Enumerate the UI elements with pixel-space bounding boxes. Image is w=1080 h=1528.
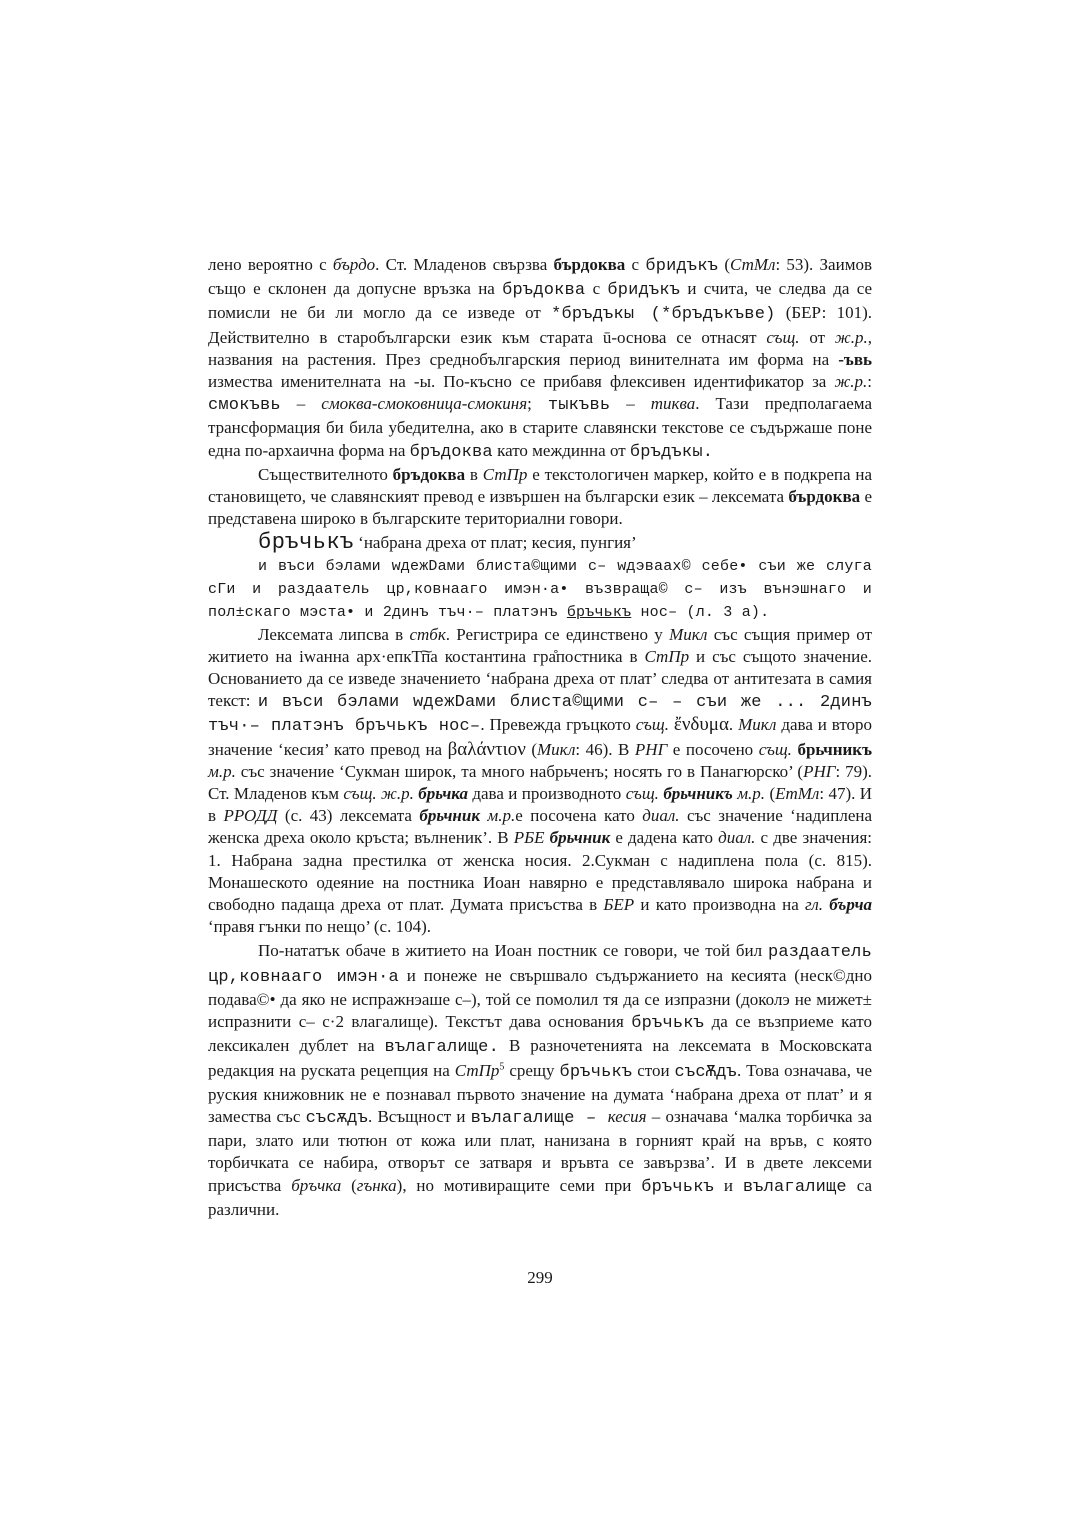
text-run: –: [610, 394, 651, 414]
text-run: дава и производното: [467, 784, 626, 804]
old-slavonic-word: раздаатель цр,ковнааго имэн·а: [208, 943, 872, 987]
text-run: са различни.: [208, 1175, 872, 1219]
text-run: . Тази предполагаема трансформация би била убедителна, ако в старите славянски текстове се съдържаше поне една по-архаична форма на: [208, 394, 872, 460]
text-run: с: [625, 255, 646, 274]
text-run: да се възприеме като лексикален дублет на: [208, 1012, 872, 1056]
italic-run: гънка: [356, 1175, 397, 1195]
greek-word: βαλάντιον: [447, 738, 526, 760]
italic-run: ж.р.: [834, 327, 868, 347]
italic-run: диал.: [718, 828, 756, 848]
old-slavonic-word: смокъвь: [208, 396, 281, 416]
italic-run: същ.: [635, 715, 669, 735]
greek-word: ἔνδυμα: [673, 714, 729, 736]
italic-run: м.р.: [737, 784, 766, 804]
old-slavonic-word: тыкъвь: [547, 396, 611, 416]
text-run: със значение ‘Сукман широк, та много набрьченъ; носять го в Панагюрско’ (: [235, 761, 804, 781]
old-slavonic-word: бръчькъ: [559, 1062, 633, 1082]
italic-run: диал.: [642, 806, 680, 826]
italic-run: смоква-смоковница-смокиня: [321, 394, 528, 414]
italic-run: Микл: [738, 715, 777, 735]
paragraph-4: [208, 940, 872, 1220]
old-slavonic-word: и въси бэлами wдежDами блиста©щими с– – съи же ... 2динъ тъч·– платэнъ бръчькъ нос–: [208, 693, 872, 737]
italic-run: СтПр: [482, 464, 528, 484]
source-quote: [208, 555, 872, 624]
text-run: стои: [632, 1060, 675, 1080]
bold-italic-term: брьчник: [419, 806, 480, 826]
italic-run: СтПр: [644, 646, 690, 666]
text-run: ;: [527, 394, 548, 414]
quote-text: и въси бэлами wдежDами блиста©щими с– wдэвааx© себе• съи же слуга сГи и раздаатель цр,ковнааго имэн·а• възвраща© с– изъ вънэшнаго и пол±скаго мэста• и 2динъ тъч·– платэнъ: [208, 557, 872, 621]
italic-run: РРОДД: [223, 806, 278, 826]
text-run: дава и второ значение ‘кесия’ като превод на: [208, 715, 873, 759]
italic-run: гл.: [804, 895, 824, 915]
text-run: . Това означава, че руския книжовник не е познавал първото значение на думата ‘набрана дреха от плат’ и я замества със: [208, 1060, 872, 1126]
text-run: е дадена като: [610, 828, 719, 848]
text-run: и: [714, 1175, 743, 1195]
old-slavonic-word: бръдъкы.: [629, 442, 714, 462]
italic-run: РБЕ: [513, 828, 545, 848]
old-slavonic-word: бръдоква: [409, 442, 493, 462]
old-slavonic-word: бридъкъ: [607, 281, 681, 301]
text-run: е посочена като: [515, 806, 643, 826]
text-run: с две значения: 1. Набрана задна престилка от женска носия. 2.Сукман с надиплена пола (с. 815). Монашеското одеяние на постника Иоан навярно е представлявало широка набрана и свободно падаща дреха от плат. Думата присъства в: [208, 828, 873, 915]
text-run: със значение ‘надиплена женска дреха около кръста; вълненик’. В: [208, 806, 873, 848]
bold-term: бърдоква: [788, 487, 861, 507]
old-slavonic-word: бръдоква: [502, 281, 586, 301]
headword-gloss: ‘набрана дреха от плат; кесия, пунгия’: [353, 533, 637, 553]
italic-run: РНГ: [634, 739, 668, 759]
text-run: . Регистрира се единствено у: [445, 624, 670, 644]
text-run: ‘правя гънки по нещо’ (с. 104).: [208, 917, 431, 937]
italic-run: СтПр: [454, 1060, 500, 1080]
italic-run: същ.: [766, 327, 800, 347]
headword-old-slavonic: бръчькъ: [258, 530, 354, 556]
italic-run: СтМл: [730, 255, 776, 274]
text-run: и със същото значение. Основанието да се изведе значението ‘набрана дреха от плат’ следва от антитезата в самия текст:: [208, 646, 872, 711]
text-run: е представена широко в българските териториални говори.: [208, 487, 872, 529]
old-slavonic-word: съсѪдъ: [674, 1062, 737, 1082]
text-run: В разночетенията на лексемата в Московската редакция на руската рецепция на: [208, 1036, 872, 1080]
text-run: измества именителната на -ы. По-късно се прибавя флексивен идентификатор за: [208, 372, 835, 392]
old-slavonic-word: вълагалище –: [470, 1108, 608, 1128]
entry-headword: [208, 532, 872, 554]
text-run: (: [765, 784, 776, 804]
text-run: (с. 43) лексемата: [277, 806, 420, 826]
text-run: (: [718, 255, 731, 274]
old-slavonic-word: бръчькъ: [641, 1177, 714, 1197]
text-run: в: [465, 464, 483, 484]
bold-term: брьчникъ: [797, 739, 872, 759]
text-run: . Ст. Младенов свързва: [375, 255, 554, 274]
text-run: и понеже не свършвало съдържанието на кесията (неск©дно подава©• да яко не испражнэаше с–), той се помолил тя да се изпразни (доколэ не мижет± испразнити с– с·2 влагалище). Текстът дава основания: [208, 965, 872, 1032]
text-run: е посочено: [667, 739, 759, 759]
old-slavonic-word: вълагалище: [742, 1177, 847, 1197]
text-run: –: [280, 394, 322, 414]
text-run: . Превежда гръцкото: [480, 715, 636, 735]
italic-run: Микл: [537, 739, 576, 759]
text-run: (: [525, 739, 538, 759]
old-slavonic-word: съсѫдъ: [305, 1108, 368, 1128]
body-text: [208, 254, 872, 1221]
text-run: срещу: [504, 1060, 560, 1080]
text-run: : 79). Ст. Младенов към: [208, 761, 873, 804]
text-run: и счита, че следва да се помисли не би ли могло да се изведе от: [208, 279, 872, 323]
paragraph-2: [208, 464, 872, 531]
italic-run: тиква: [650, 394, 696, 414]
text-run: с: [585, 279, 608, 299]
bold-term: -ъвь: [838, 349, 872, 369]
bold-italic-term: брьчникъ: [663, 784, 733, 804]
text-run: (БЕР: 101). Действително в старобългарски език към старата ū-основа се отнасят: [208, 303, 872, 347]
italic-run: бръчка: [291, 1175, 342, 1195]
footnote-marker: 5: [499, 1060, 505, 1072]
text-run: : 47). И в: [208, 784, 873, 826]
old-slavonic-word: бридъкъ: [645, 257, 719, 276]
text-run: Лексемата липсва в: [258, 624, 410, 644]
italic-run: ЕтМл: [775, 784, 820, 804]
text-run: . Всъщност и: [368, 1106, 471, 1126]
bold-italic-term: брьчник: [549, 828, 611, 848]
italic-run: ж.р.: [834, 372, 868, 392]
italic-run: РНГ: [803, 761, 836, 781]
text-run: лено вероятно с: [208, 255, 333, 274]
paragraph-1: [208, 254, 872, 464]
italic-run: кесия: [607, 1106, 647, 1126]
text-run: :: [867, 372, 872, 392]
text-run: : 53). Заимов също е склонен да допусне връзка на: [208, 255, 872, 299]
text-run: .: [728, 715, 739, 735]
italic-run: същ.: [625, 784, 659, 804]
text-run: ), но мотивиращите семи при: [396, 1175, 642, 1195]
italic-run: същ. ж.р.: [343, 784, 414, 804]
bold-italic-term: брьчка: [418, 784, 468, 804]
text-run: Съществителното: [258, 464, 393, 484]
old-slavonic-word: вълагалище.: [384, 1038, 499, 1058]
bold-term: бръдоква: [392, 464, 466, 484]
italic-run: Микл: [669, 624, 708, 644]
text-run: : 46). В: [575, 739, 635, 759]
paragraph-3: [208, 624, 872, 939]
text-run: е текстологичен маркер, който е в подкрепа на становището, че славянският превод е извършен на български език – лексемата: [208, 464, 872, 507]
text-run: По-нататък обаче в житието на Иоан постник се говори, че той бил: [258, 941, 768, 961]
italic-run: бърдо: [332, 255, 376, 274]
bold-italic-term: бърча: [829, 895, 873, 915]
text-run: като междинна от: [492, 440, 630, 460]
italic-run: БЕР: [603, 895, 635, 915]
quote-underlined-word: бръчькъ: [566, 603, 632, 621]
bold-term: бърдоквa: [553, 255, 626, 274]
text-run: със същия пример от житието на iwанна арх·епкТ͠па костантина гра̊постника в: [208, 624, 872, 666]
text-run: и като производна на: [634, 895, 805, 915]
text-run: – означава ‘малка торбичка за пари, злато или тютюн от кожа или плат, нанизана в горният край на връв, с която торбичката се набира, отворът се затваря и връвта се завързва’. И в двете лексеми присъства: [208, 1106, 872, 1195]
text-run: , названия на растения. През среднобългарския период винителната им форма на: [208, 327, 872, 369]
italic-run: м.р.: [208, 761, 236, 781]
old-slavonic-word: *бръдъкы (*бръдъкъве): [551, 305, 776, 325]
italic-run: стбк: [409, 624, 446, 644]
old-slavonic-word: бръчькъ: [631, 1014, 705, 1034]
text-run: (: [341, 1175, 357, 1195]
quote-text: нос– (л. 3 а).: [631, 603, 770, 621]
italic-run: м.р.: [487, 806, 516, 826]
page-number: 299: [527, 1268, 553, 1287]
text-run: от: [799, 327, 835, 347]
italic-run: същ.: [758, 739, 792, 759]
